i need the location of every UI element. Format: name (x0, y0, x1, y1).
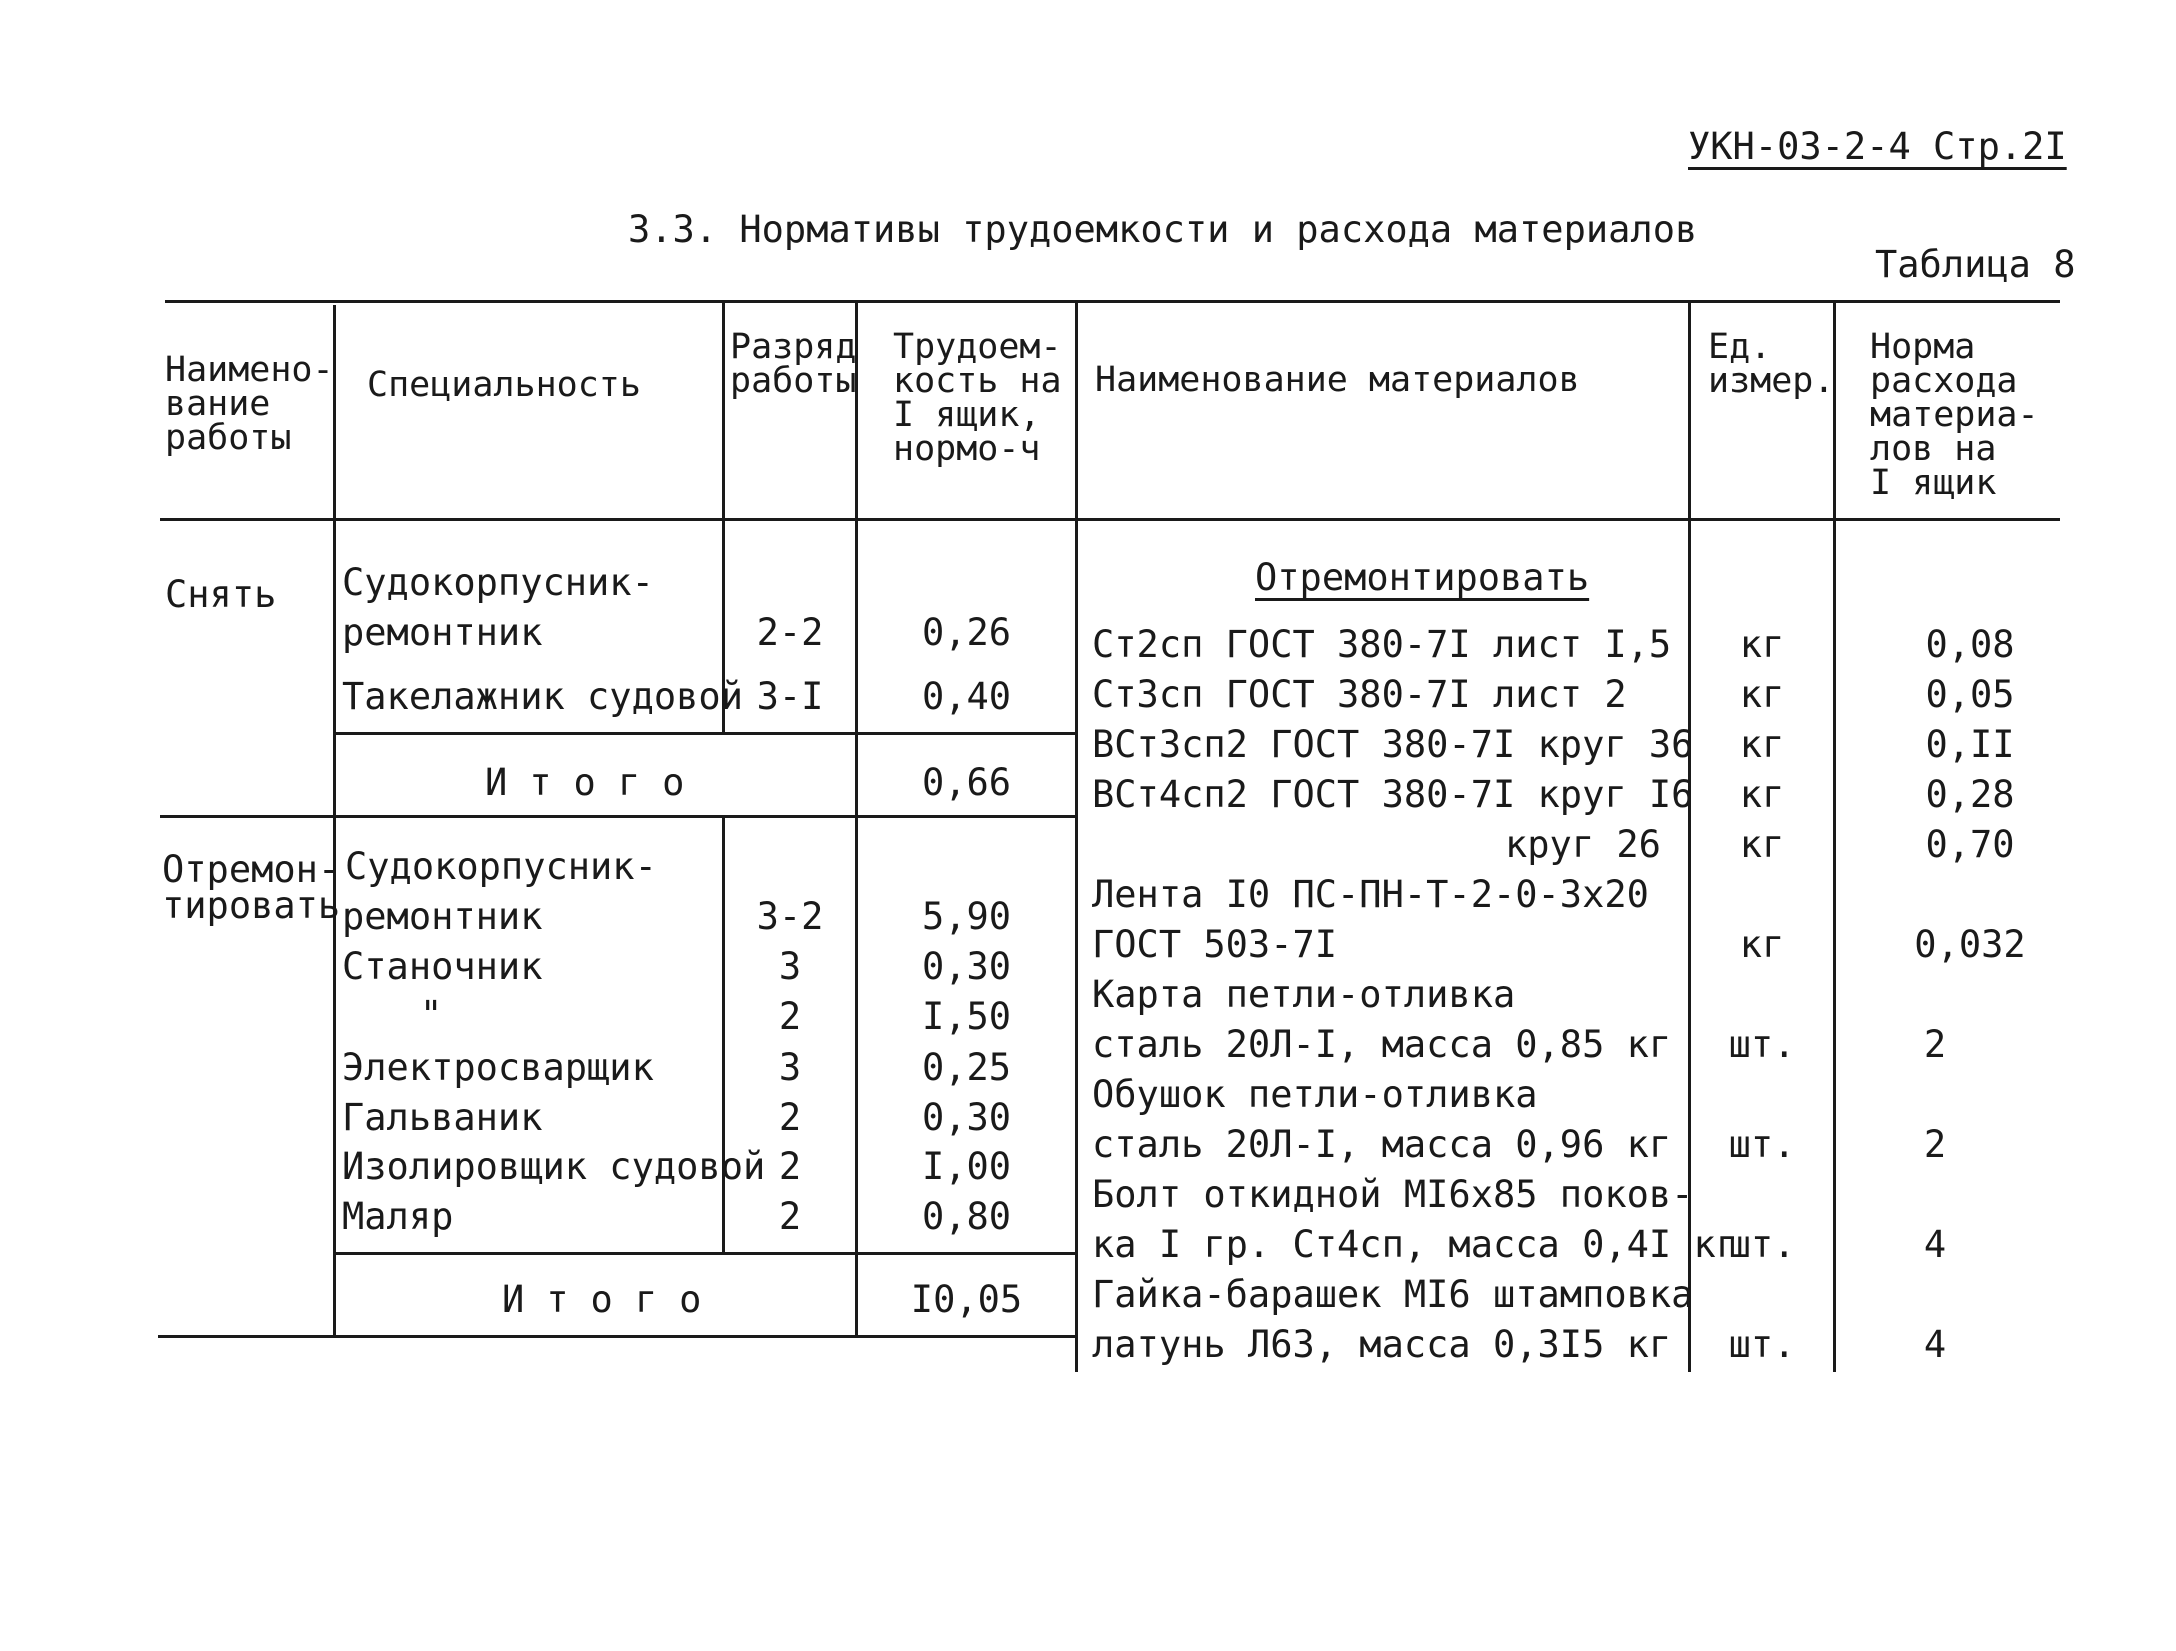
hours-cell: I,00 (921, 1145, 1012, 1188)
hours-cell: 5,90 (921, 895, 1012, 938)
hours-cell: 0,30 (921, 945, 1012, 988)
material-norm: 0,70 (1925, 823, 2015, 866)
material-name: Ст3сп ГОСТ 380-7I лист 2 (1092, 673, 1627, 716)
col-rule-hours (1075, 300, 1078, 1372)
header-labor: Трудоем- кость на I ящик, нормо-ч (893, 327, 1062, 469)
grade-cell: 2-2 (756, 611, 824, 654)
specialty-cell: Изолировщик судовой (342, 1145, 766, 1188)
table-bottom-rule (158, 1335, 1075, 1338)
work-name-repair-line2: тировать (162, 884, 341, 927)
table-top-rule (165, 300, 2060, 303)
ditto-mark: " (420, 993, 443, 1036)
specialty-cell: Станочник (342, 945, 543, 988)
subtotal-hours: I0,05 (910, 1278, 1023, 1321)
material-unit: кг (1739, 923, 1785, 966)
material-name: сталь 20Л-I, масса 0,85 кг (1092, 1023, 1672, 1066)
specialty-cell: Судокорпусник- (342, 561, 654, 604)
material-unit: шт. (1728, 1323, 1796, 1366)
specialty-cell: ремонтник (342, 895, 543, 938)
grade-cell: 3-I (756, 675, 824, 718)
material-unit: шт. (1728, 1123, 1796, 1166)
specialty-cell: Гальваник (342, 1096, 543, 1139)
material-name: Обушок петли-отливка (1092, 1073, 1538, 1116)
col-rule-work (333, 305, 336, 1337)
material-name: Лента I0 ПС-ПН-Т-2-0-3х20 (1092, 873, 1649, 916)
material-unit: кг (1739, 723, 1785, 766)
subtotal-label: Итого (502, 1278, 724, 1321)
table-label: Таблица 8 (1875, 243, 2076, 286)
header-norm: Норма расхода материа- лов на I ящик (1870, 327, 2039, 503)
material-name: Карта петли-отливка (1092, 973, 1516, 1016)
material-name: Ст2сп ГОСТ 380-7I лист I,5 (1092, 623, 1672, 666)
header-material: Наименование материалов (1095, 360, 1580, 400)
grade-cell: 2 (778, 1195, 802, 1238)
hours-cell: 0,25 (921, 1046, 1012, 1089)
grade-cell: 3-2 (756, 895, 824, 938)
document-reference: УКН-03-2-4 Стр.2I (1688, 125, 2067, 168)
material-name: ВСт3сп2 ГОСТ 380-7I круг 36 (1092, 723, 1694, 766)
work-name-remove: Снять (165, 573, 277, 616)
subtotal-hours: 0,66 (921, 761, 1012, 804)
work-name-repair-line1: Отремон- (162, 848, 341, 891)
material-name: Болт откидной MI6х85 поков- (1092, 1173, 1694, 1216)
hours-cell: 0,40 (921, 675, 1012, 718)
material-name: ВСт4сп2 ГОСТ 380-7I круг I6 (1092, 773, 1694, 816)
material-name: Гайка-барашек MI6 штамповка (1092, 1273, 1694, 1316)
grade-cell: 3 (778, 945, 802, 988)
material-norm: 0,032 (1914, 923, 2026, 966)
specialty-cell: Маляр (342, 1195, 454, 1238)
hours-cell: 0,26 (921, 611, 1012, 654)
specialty-cell: Судокорпусник- (345, 845, 657, 888)
material-name: круг 26 (1505, 823, 1661, 866)
header-specialty: Специальность (367, 365, 641, 405)
col-rule-unit (1833, 300, 1836, 1372)
specialty-cell: ремонтник (342, 611, 543, 654)
materials-heading: Отремонтировать (1255, 556, 1590, 599)
material-norm: 0,28 (1925, 773, 2015, 816)
hours-cell: 0,80 (921, 1195, 1012, 1238)
subtotal-rule-1-bottom (160, 815, 1075, 818)
subtotal-rule-1-top (335, 732, 1075, 735)
material-unit: кг (1739, 823, 1785, 866)
material-unit: кг (1739, 773, 1785, 816)
specialty-cell: Такелажник судовой (342, 675, 743, 718)
grade-cell: 2 (778, 1145, 802, 1188)
specialty-cell: Электросварщик (342, 1046, 654, 1089)
material-norm: 0,08 (1925, 623, 2015, 666)
material-norm: 4 (1923, 1323, 1947, 1366)
material-name: сталь 20Л-I, масса 0,96 кг (1092, 1123, 1672, 1166)
col-rule-specialty-upper (722, 300, 725, 732)
material-unit: кг (1739, 623, 1785, 666)
material-norm: 0,II (1925, 723, 2015, 766)
material-unit: кг (1739, 673, 1785, 716)
section-title: 3.3. Нормативы трудоемкости и расхода материалов (628, 208, 1698, 251)
material-name: ка I гр. Ст4сп, масса 0,4I кг (1092, 1223, 1739, 1266)
material-unit: шт. (1728, 1223, 1796, 1266)
material-name: ГОСТ 503-7I (1092, 923, 1338, 966)
material-unit: шт. (1728, 1023, 1796, 1066)
header-unit: Ед. измер. (1708, 327, 1835, 401)
subtotal-label: Итого (485, 761, 707, 804)
material-norm: 0,05 (1925, 673, 2015, 716)
hours-cell: I,50 (921, 995, 1012, 1038)
subtotal-rule-2-top (335, 1252, 1075, 1255)
header-grade: Разряд работы (730, 327, 857, 401)
material-norm: 4 (1923, 1223, 1947, 1266)
header-work-name: Наимено- вание работы (165, 350, 334, 458)
material-norm: 2 (1923, 1123, 1947, 1166)
grade-cell: 2 (778, 995, 802, 1038)
hours-cell: 0,30 (921, 1096, 1012, 1139)
grade-cell: 2 (778, 1096, 802, 1139)
material-norm: 2 (1923, 1023, 1947, 1066)
material-name: латунь Л63, масса 0,3I5 кг (1092, 1323, 1672, 1366)
grade-cell: 3 (778, 1046, 802, 1089)
header-bottom-rule (160, 518, 2060, 521)
